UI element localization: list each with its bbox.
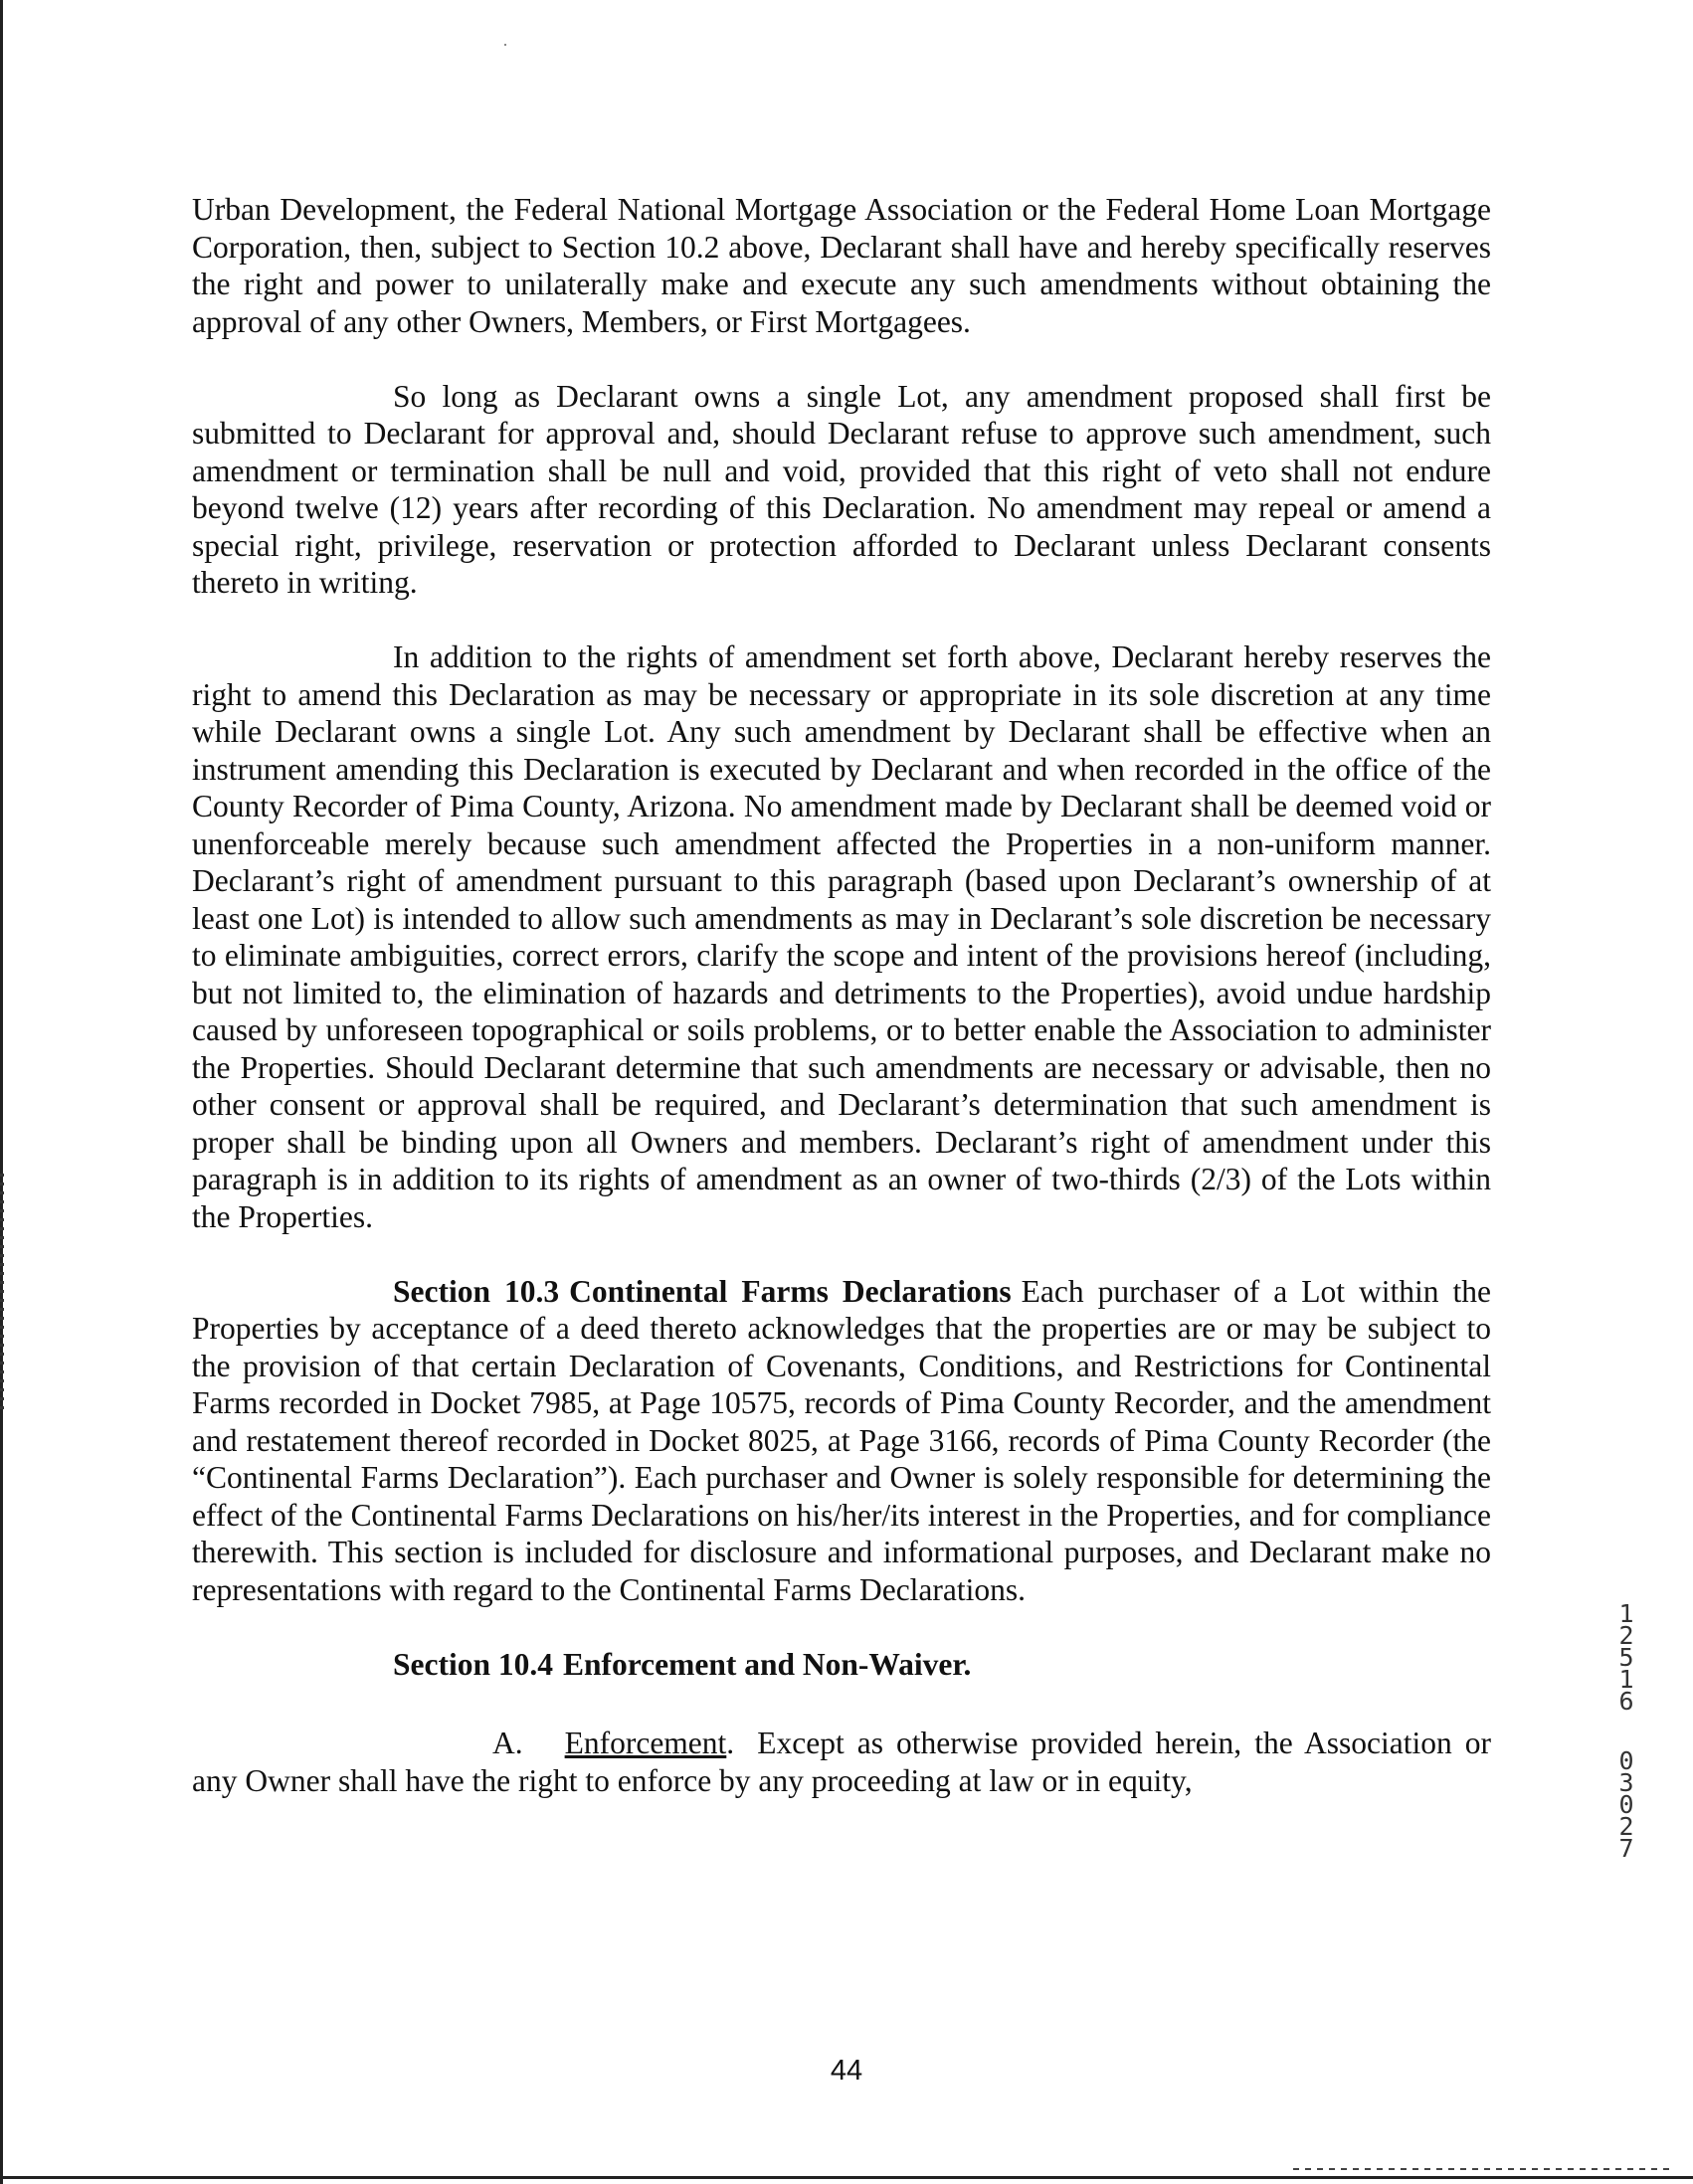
stamp-book-5: 6 <box>1618 1687 1634 1716</box>
section-10-3-body: Each purchaser of a Lot within the Properties by acceptance of a deed thereto acknowledges that the properties are or may be subject to the provision of that certain Declaration of Covenants, Conditions, and Restrictions for Continental Farms recorded in Docket 7985, at Page 10575, records of Pima County Recorder, and the amendment and restatement thereof recorded in Docket 8025, at Page 3166, records of Pima County Recorder (the “Continental Farms Declaration”). Each purchaser and Owner is solely responsible for determining the effect of the Continental Farms Declarations on his/her/its interest in the Properties, and for compliance therewith. This section is included for disclosure and informational purposes, and Declarant make no representations with regard to the Continental Farms Declarations. <box>192 1273 1492 1607</box>
stamp-book-4: 1 <box>1618 1665 1634 1694</box>
paragraph-declarant-amendment-rights: In addition to the rights of amendment set forth above, Declarant hereby reserves the right to amend this Declaration as may be necessary or appropriate in its sole discretion at any time while Declarant owns a single Lot. Any such amendment by Declarant shall be effective when an instrument amending this Declaration is executed by Declarant and when recorded in the office of the County Recorder of Pima County, Arizona. No amendment made by Declarant shall be deemed void or unenforceable merely because such amendment affected the Properties in a non-uniform manner. Declarant’s right of amendment pursuant to this paragraph (based upon Declarant’s ownership of at least one Lot) is intended to allow such amendments as may in Declarant’s sole discretion be necessary to eliminate ambiguities, correct errors, clarify the scope and intent of the provisions hereof (including, but not limited to, the elimination of hazards and detriments to the Properties), avoid undue hardship caused by unforeseen topographical or soils problems, or to better enable the Association to administer the Properties. Should Declarant determine that such amendments are necessary or advisable, then no other consent or approval shall be required, and Declarant’s determination that such amendment is proper shall be binding upon all Owners and members. Declarant’s right of amendment under this paragraph is in addition to its rights of amendment as an owner of two-thirds (2/3) of the Lots within the Properties. <box>192 639 1491 1234</box>
stamp-page-2: 3 <box>1618 1768 1634 1797</box>
recording-stamp <box>1611 1599 1641 1892</box>
stamp-page-4: 2 <box>1618 1812 1634 1841</box>
scan-bottom-edge <box>0 2176 1693 2179</box>
scan-bottom-marks <box>1293 2168 1671 2170</box>
section-10-4-number: Section 10.4 <box>393 1646 553 1682</box>
stamp-book-1: 1 <box>1618 1599 1634 1628</box>
scan-speck <box>504 44 506 46</box>
section-10-3-title: Continental Farms Declarations <box>569 1273 1012 1309</box>
scan-left-edge <box>0 0 3 2184</box>
stamp-page-5: 7 <box>1618 1834 1634 1863</box>
subsection-a-heading: Enforcement <box>564 1726 727 1760</box>
section-10-4-title: Enforcement and Non-Waiver. <box>563 1646 972 1682</box>
document-body <box>192 191 1491 1837</box>
subsection-a-enforcement <box>192 1725 1491 1799</box>
subsection-a-period: . <box>726 1726 735 1760</box>
stamp-page-1: 0 <box>1618 1746 1634 1775</box>
stamp-book-3: 5 <box>1618 1643 1634 1672</box>
scan-edge-marks <box>0 1174 4 1412</box>
subsection-a-body: Except as otherwise provided herein, the Association or any Owner shall have the right to enforce by any proceeding at law or in equity, <box>192 1726 1492 1798</box>
paragraph-continuation: Urban Development, the Federal National Mortgage Association or the Federal Home Loan Mortgage Corporation, then, subject to Section 10.2 above, Declarant shall have and hereby specifically reserves the right and power to unilaterally make and execute any such amendments without obtaining the approval of any other Owners, Members, or First Mortgagees. <box>192 192 1491 339</box>
page-number: 44 <box>830 2055 863 2087</box>
stamp-book-2: 2 <box>1618 1621 1634 1650</box>
paragraph-declarant-approval: So long as Declarant owns a single Lot, any amendment proposed shall first be submitted to Declarant for approval and, should Declarant refuse to approve such amendment, such amendment or termination shall be null and void, provided that this right of veto shall not endure beyond twelve (12) years after recording of this Declaration. No amendment may repeal or amend a special right, privilege, reservation or protection afforded to Declarant unless Declarant consents thereto in writing. <box>192 378 1491 600</box>
section-10-3-number: Section 10.3 <box>393 1273 560 1309</box>
section-10-4-heading <box>192 1646 1491 1684</box>
stamp-page-3: 0 <box>1618 1790 1634 1819</box>
section-10-3 <box>192 1273 1491 1609</box>
subsection-a-letter: A. <box>492 1726 523 1760</box>
